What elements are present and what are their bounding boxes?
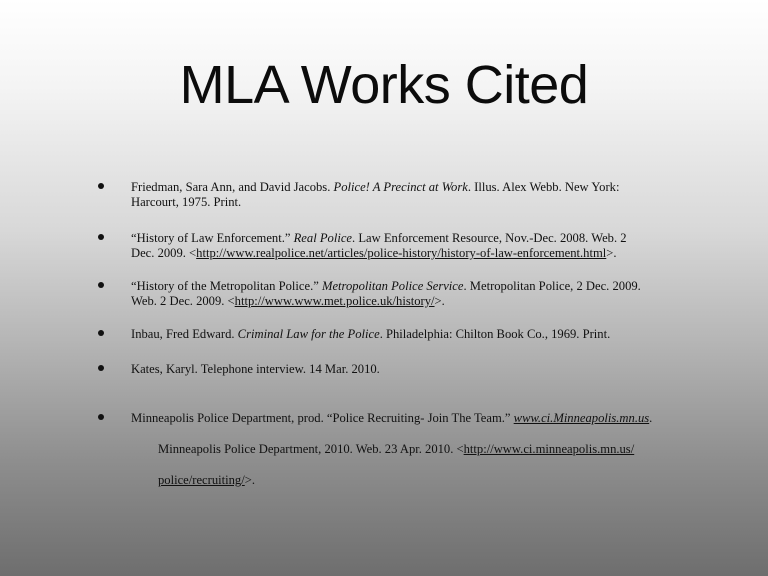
entry-author: Inbau, Fred Edward.	[131, 327, 238, 341]
entry-6-line-2	[158, 441, 634, 457]
entry-url-link[interactable]: http://www.realpolice.net/articles/police-history/history-of-law-enforcement.html	[196, 246, 607, 260]
entry-details: Minneapolis Police Department, 2010. Web. 23 Apr. 2010. <	[158, 442, 464, 456]
entry-url-link[interactable]: www.ci.Minneapolis.mn.us	[513, 411, 650, 425]
bullet-icon	[98, 234, 104, 240]
entry-author: Friedman, Sara Ann, and David Jacobs.	[131, 180, 334, 194]
bullet-icon	[98, 330, 104, 336]
entry-book-title: Criminal Law for the Police	[237, 327, 380, 341]
entry-site-title: Metropolitan Police Service	[321, 279, 464, 293]
entry-1-line-2: Harcourt, 1975. Print.	[131, 195, 242, 209]
entry-details: Minneapolis Police Department, prod. “Police Recruiting- Join The Team.”	[131, 411, 514, 425]
entry-details: . Law Enforcement Resource, Nov.-Dec. 2008. Web. 2	[352, 231, 627, 245]
entry-6-line-3	[158, 472, 255, 488]
entry-5-line-1: Kates, Karyl. Telephone interview. 14 Mar. 2010.	[131, 362, 380, 376]
bullet-icon	[98, 365, 104, 371]
bullet-icon	[98, 414, 104, 420]
entry-4-line-1	[131, 326, 610, 342]
entry-details: .	[649, 411, 653, 425]
entry-url-link[interactable]: http://www.ci.minneapolis.mn.us/	[463, 442, 635, 456]
entry-details: . Philadelphia: Chilton Book Co., 1969. Print.	[379, 327, 611, 341]
slide-title: MLA Works Cited	[179, 55, 589, 115]
entry-site-title: Real Police	[293, 231, 353, 245]
entry-article-title: “History of Law Enforcement.”	[131, 231, 294, 245]
entry-details: Dec. 2009. <	[131, 246, 197, 260]
bullet-icon	[98, 282, 104, 288]
entry-1-line-1	[131, 179, 619, 195]
entry-url-link[interactable]: http://www.www.met.police.uk/history/	[234, 294, 435, 308]
entry-details: >.	[606, 246, 617, 260]
entry-details: . Metropolitan Police, 2 Dec. 2009.	[463, 279, 641, 293]
entry-2-line-2	[131, 245, 617, 261]
entry-details: Web. 2 Dec. 2009. <	[131, 294, 235, 308]
entry-6-line-1	[131, 410, 652, 426]
entry-book-title: Police! A Precinct at Work	[333, 180, 468, 194]
entry-url-link[interactable]: police/recruiting/	[158, 473, 245, 487]
entry-details: . Illus. Alex Webb. New York:	[467, 180, 620, 194]
entry-details: >.	[434, 294, 445, 308]
entry-2-line-1	[131, 230, 627, 246]
bullet-icon	[98, 183, 104, 189]
entry-details: >.	[244, 473, 255, 487]
entry-3-line-2	[131, 293, 445, 309]
entry-article-title: “History of the Metropolitan Police.”	[131, 279, 322, 293]
entry-3-line-1	[131, 278, 641, 294]
